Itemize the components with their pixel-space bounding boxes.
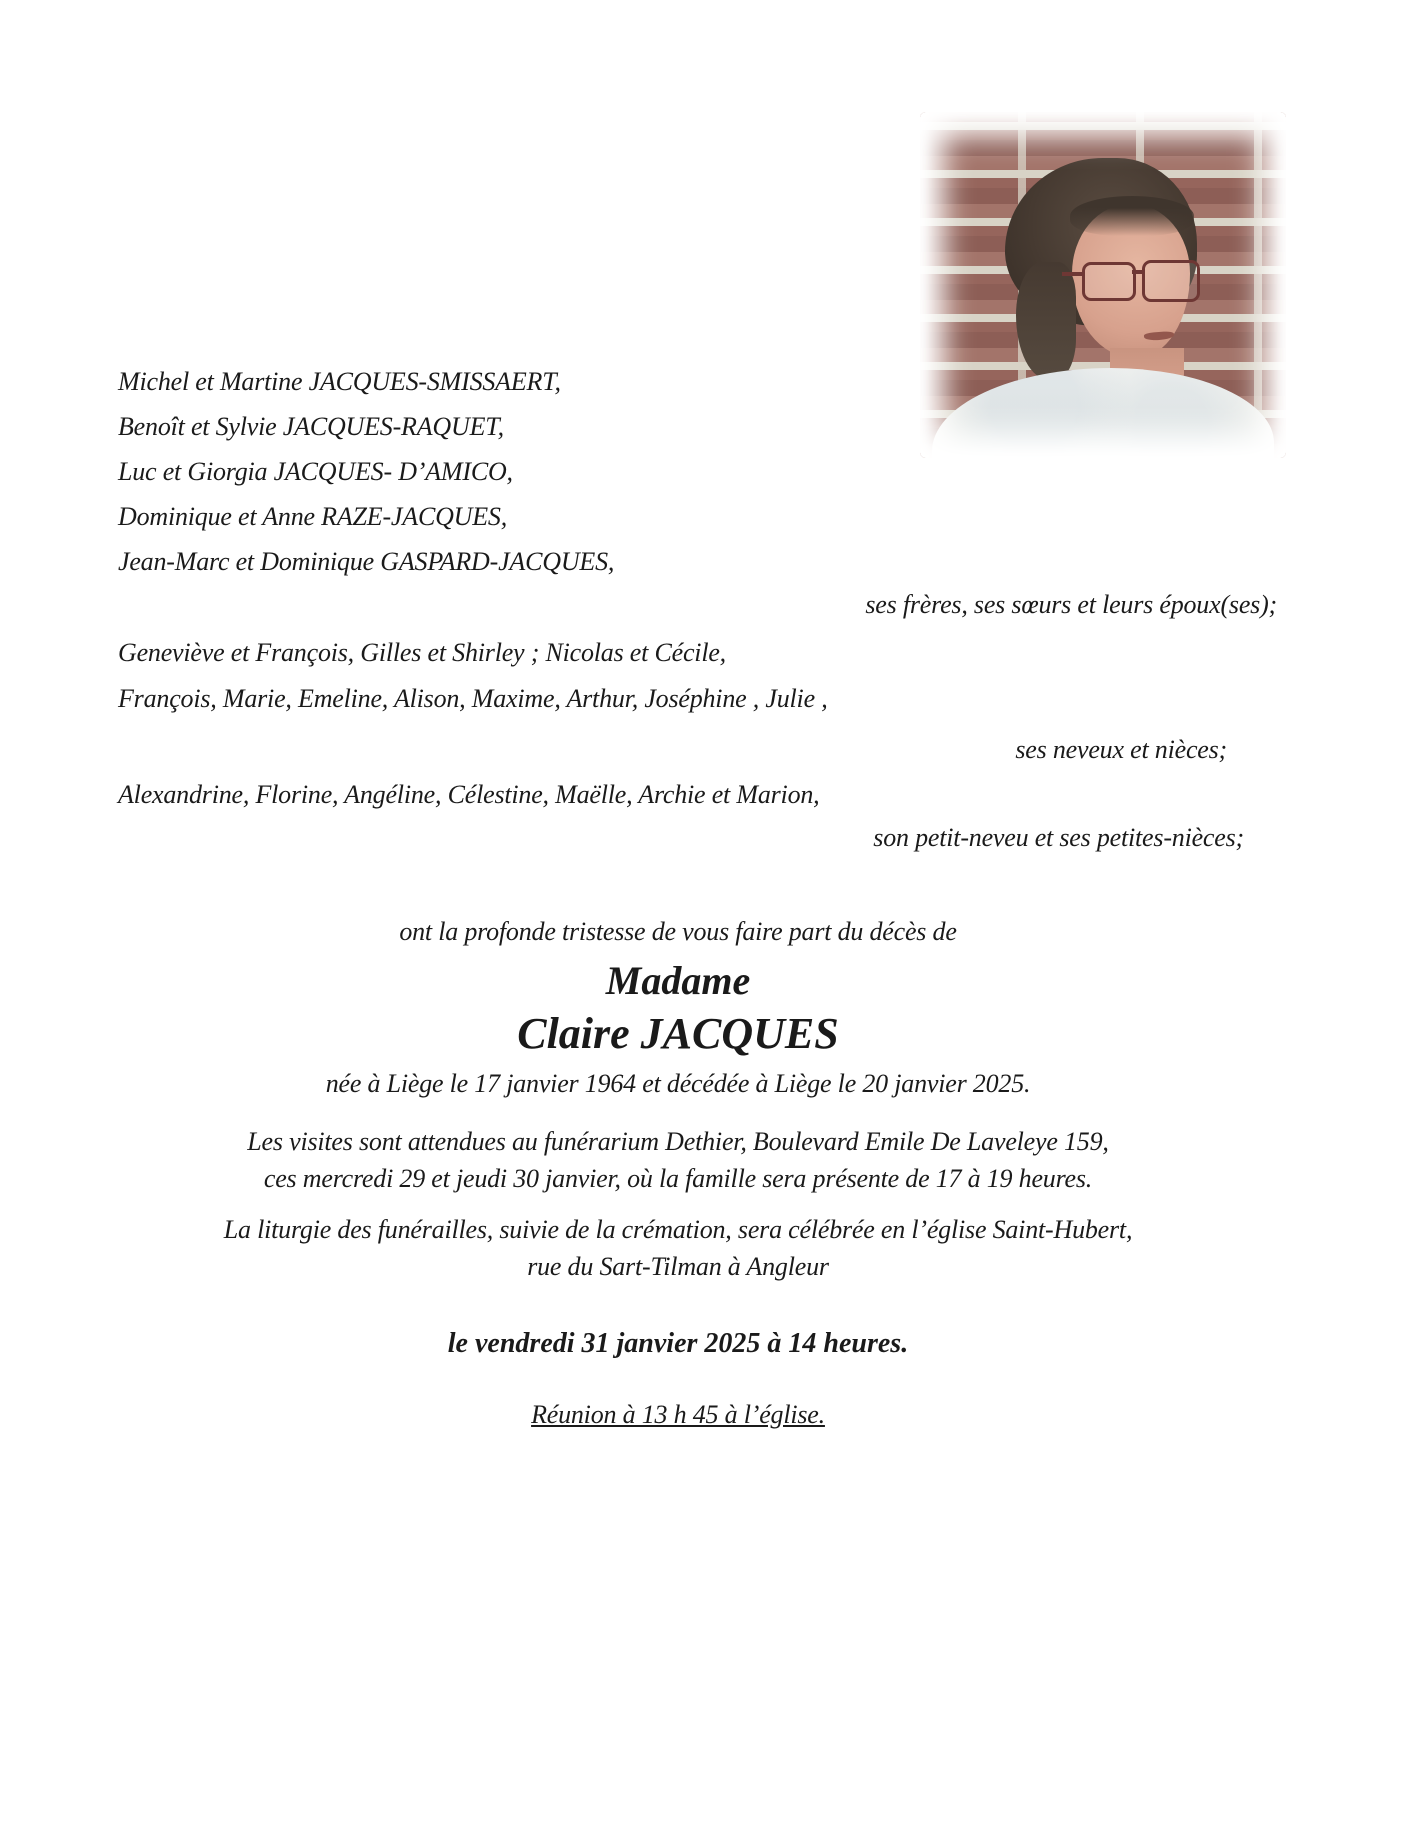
visits-line-1: Les visites sont attendues au funérarium Dethier, Boulevard Emile De Laveleye 159, [247, 1127, 1109, 1156]
meeting-info-text: Réunion à 13 h 45 à l’église. [531, 1400, 825, 1429]
relation-grand-nieces-label: son petit-neveu et ses petites-nièces; [873, 823, 1244, 852]
family-line-1: Michel et Martine JACQUES-SMISSAERT, [118, 367, 561, 396]
liturgy-line-2: rue du Sart-Tilman à Angleur [527, 1252, 829, 1281]
deceased-name: Claire JACQUES [517, 1009, 839, 1058]
family-line-4: Dominique et Anne RAZE-JACQUES, [118, 502, 508, 531]
grand-nieces-line: Alexandrine, Florine, Angéline, Célestine, Maëlle, Archie et Marion, [118, 780, 820, 809]
portrait-feathered-edge [920, 112, 1286, 458]
relation-siblings-label: ses frères, ses sœurs et leurs époux(ses); [865, 590, 1277, 619]
deceased-title: Madame [605, 958, 751, 1003]
liturgy-line-1: La liturgie des funérailles, suivie de la crémation, sera célébrée en l’église Saint-Hubert, [223, 1215, 1133, 1244]
family-line-3: Luc et Giorgia JACQUES- D’AMICO, [118, 457, 513, 486]
birth-death-text: née à Liège le 17 janvier 1964 et décédée à Liège le 20 janvier 2025. [325, 1069, 1031, 1098]
announcement-text: ont la profonde tristesse de vous faire part du décès de [399, 917, 957, 946]
visits-line-2: ces mercredi 29 et jeudi 30 janvier, où la famille sera présente de 17 à 19 heures. [263, 1164, 1093, 1193]
family-line-5: Jean-Marc et Dominique GASPARD-JACQUES, [118, 547, 615, 576]
portrait-photo [920, 112, 1286, 458]
family-line-2: Benoît et Sylvie JACQUES-RAQUET, [118, 412, 504, 441]
relation-nephews-label: ses neveux et nièces; [1015, 735, 1227, 764]
nephews-line-2: François, Marie, Emeline, Alison, Maxime, Arthur, Joséphine , Julie , [118, 684, 828, 713]
nephews-line-1: Geneviève et François, Gilles et Shirley ; Nicolas et Cécile, [118, 638, 726, 667]
ceremony-date-text: le vendredi 31 janvier 2025 à 14 heures. [447, 1328, 909, 1359]
